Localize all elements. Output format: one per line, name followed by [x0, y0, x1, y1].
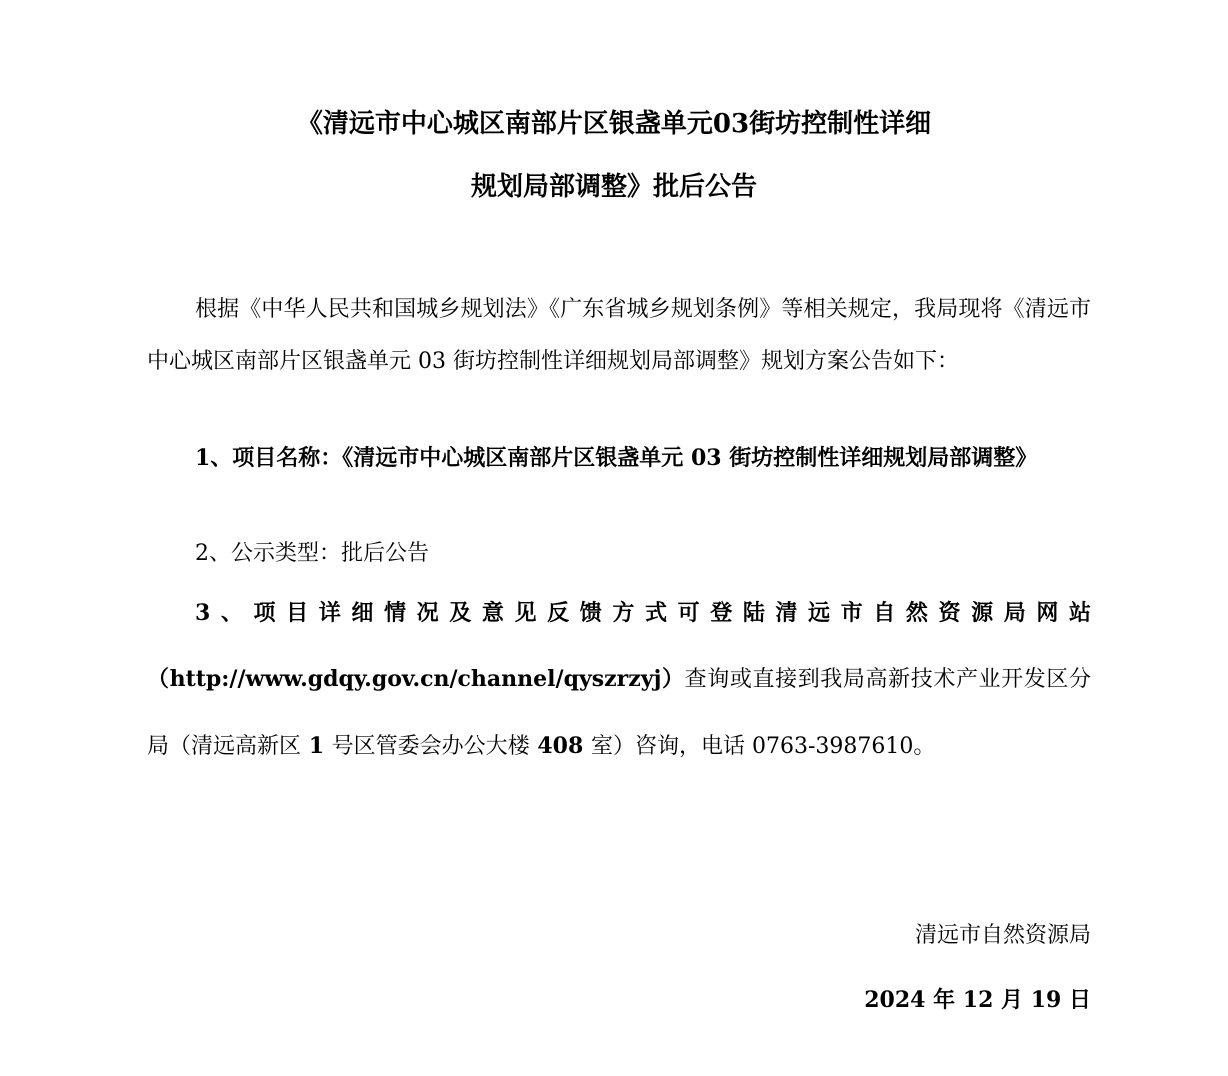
item-details-paragraph	[147, 580, 1091, 780]
room-number: 408	[537, 733, 584, 759]
item-details-text-2: 号区管委会办公大楼	[331, 734, 530, 759]
item-notice-type: 2、公示类型：批后公告	[195, 541, 429, 566]
zone-number: 1	[308, 733, 324, 759]
item-details-text-1: 查询或直接到我局高新技术产业开发区分局（清远高新区	[147, 667, 1091, 759]
website-url: （http://www.gdqy.gov.cn/channel/qyszrzyj）	[147, 666, 685, 692]
intro-paragraph: 根据《中华人民共和国城乡规划法》《广东省城乡规划条例》等相关规定，我局现将《清远市中心城区南部片区银盏单元 03 街坊控制性详细规划局部调整》规划方案公告如下：	[147, 297, 1091, 374]
item-details-text-3: 室）咨询，电话 0763-3987610。	[590, 734, 936, 759]
item-project-name: 1、项目名称：《清远市中心城区南部片区银盏单元 03 街坊控制性详细规划局部调整》	[195, 445, 1038, 471]
signature-date: 2024 年 12 月 19 日	[864, 987, 1091, 1013]
signature-organization: 清远市自然资源局	[914, 923, 1091, 948]
document-title-line-2: 规划局部调整》批后公告	[470, 172, 757, 202]
item-details-line-1: 3、项目详细情况及意见反馈方式可登陆清远市自然资源局网站	[195, 600, 1091, 626]
document-title-line-1: 《清远市中心城区南部片区银盏单元03街坊控制性详细	[296, 109, 932, 139]
